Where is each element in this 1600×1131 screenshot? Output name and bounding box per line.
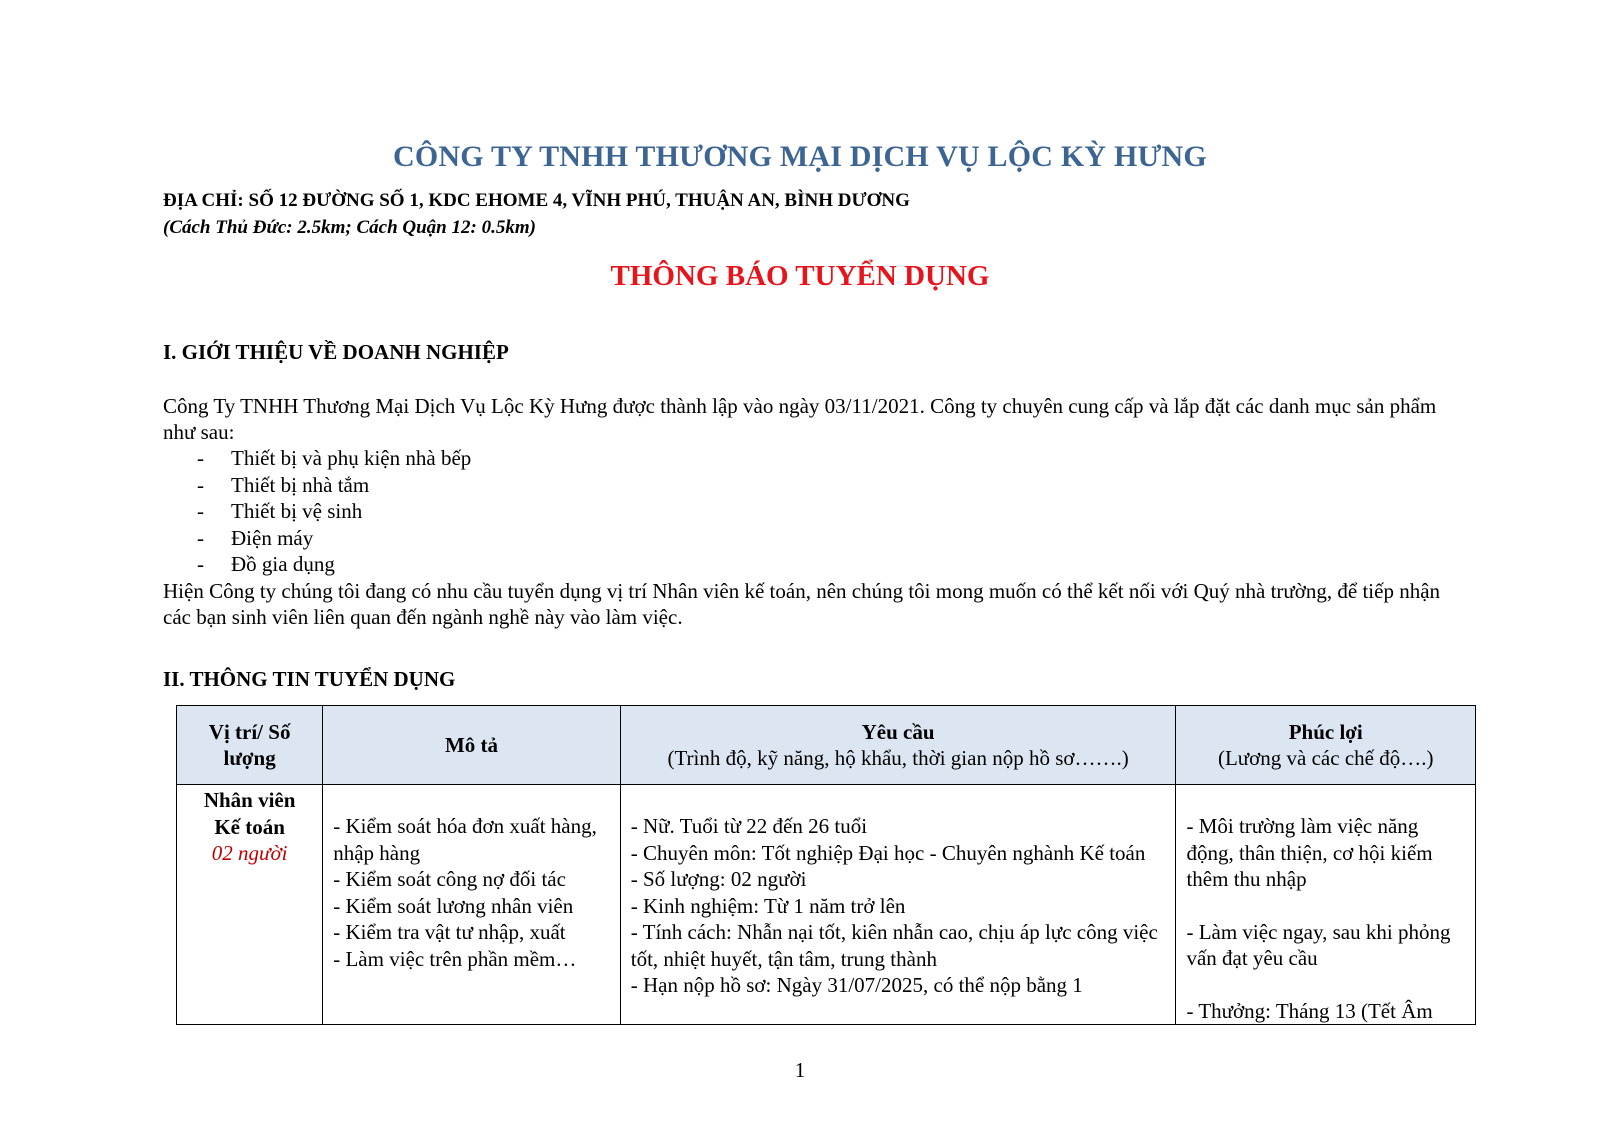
- recruitment-table: [176, 705, 1476, 1025]
- description-item: - Kiểm soát công nợ đối tác: [333, 867, 566, 891]
- header-position: Vị trí/ Số lượng: [177, 706, 323, 785]
- requirement-item: - Kinh nghiệm: Từ 1 năm trở lên: [630, 893, 906, 918]
- position-line-1: Nhân viên: [203, 788, 296, 812]
- benefits-cell: [1176, 785, 1476, 1025]
- list-item: [197, 551, 471, 578]
- header-requirements: Yêu cầu (Trình độ, kỹ năng, hộ khẩu, thời gian nộp hồ sơ…….): [620, 706, 1176, 785]
- benefit-item: - Thưởng: Tháng 13 (Tết Âm: [1186, 998, 1433, 1023]
- requirement-item: - Chuyên môn: Tốt nghiệp Đại học - Chuyên nghành Kế toán: [630, 840, 1146, 865]
- requirement-item: - Nữ. Tuổi từ 22 đến 26 tuổi: [630, 814, 868, 838]
- header-requirements-sub: (Trình độ, kỹ năng, hộ khẩu, thời gian nộp hồ sơ…….): [667, 746, 1129, 770]
- position-count: 02 người: [211, 841, 288, 865]
- list-item: [197, 472, 471, 499]
- product-list: [197, 445, 471, 578]
- list-item: [197, 498, 471, 525]
- benefit-item: - Làm việc ngay, sau khi phỏng vấn đạt yêu cầu: [1186, 919, 1451, 970]
- requirement-item: - Hạn nộp hồ sơ: Ngày 31/07/2025, có thể nộp bằng 1: [630, 973, 1083, 997]
- product-item: Đồ gia dụng: [231, 552, 335, 576]
- requirement-item: - Tính cách: Nhẫn nại tốt, kiên nhẫn cao, chịu áp lực công việc tốt, nhiệt huyết, tận tâm, trung thành: [630, 920, 1158, 971]
- description-item: - Kiểm soát lương nhân viên: [333, 893, 574, 918]
- section-intro-title: I. GIỚI THIỆU VỀ DOANH NGHIỆP: [163, 340, 509, 364]
- distance-note: (Cách Thủ Đức: 2.5km; Cách Quận 12: 0.5km): [163, 217, 536, 238]
- requirements-cell: [620, 785, 1176, 1025]
- benefit-item: - Môi trường làm việc năng động, thân thiện, cơ hội kiếm thêm thu nhập: [1186, 814, 1433, 891]
- intro-paragraph: Công Ty TNHH Thương Mại Dịch Vụ Lộc Kỳ Hưng được thành lập vào ngày 03/11/2021. Công ty chuyên cung cấp và lắp đặt các danh mục sản phẩm như sau:: [163, 394, 1437, 444]
- requirement-item: - Số lượng: 02 người: [630, 867, 807, 891]
- product-item: Thiết bị nhà tắm: [231, 472, 370, 497]
- description-cell: [323, 785, 621, 1025]
- description-item: - Kiểm tra vật tư nhập, xuất: [333, 920, 566, 944]
- header-description: Mô tả: [323, 706, 621, 785]
- section-recruit-title: II. THÔNG TIN TUYỂN DỤNG: [163, 667, 456, 691]
- product-item: Thiết bị vệ sinh: [231, 499, 363, 523]
- product-item: Thiết bị và phụ kiện nhà bếp: [231, 446, 472, 470]
- list-item: [197, 445, 471, 472]
- product-item: Điện máy: [231, 525, 314, 550]
- description-item: - Làm việc trên phần mềm…: [333, 946, 577, 971]
- header-benefits: Phúc lợi (Lương và các chế độ….): [1176, 706, 1476, 785]
- bullet-dash: -: [197, 499, 204, 523]
- description-item: - Kiểm soát hóa đơn xuất hàng, nhập hàng: [333, 814, 597, 865]
- bullet-dash: -: [197, 525, 204, 550]
- bullet-dash: -: [197, 472, 204, 497]
- company-name: CÔNG TY TNHH THƯƠNG MẠI DỊCH VỤ LỘC KỲ HƯNG: [393, 140, 1207, 173]
- bullet-dash: -: [197, 552, 204, 576]
- list-item: [197, 525, 471, 552]
- page-number: 1: [794, 1058, 806, 1082]
- notice-title: THÔNG BÁO TUYỂN DỤNG: [610, 260, 990, 292]
- closing-paragraph: Hiện Công ty chúng tôi đang có nhu cầu tuyển dụng vị trí Nhân viên kế toán, nên chúng tôi mong muốn có thể kết nối với Quý nhà trường, để tiếp nhận các bạn sinh viên liên quan đến ngành nghề này vào làm việc.: [163, 579, 1441, 629]
- position-cell: [177, 785, 323, 1025]
- company-address: ĐỊA CHỈ: SỐ 12 ĐƯỜNG SỐ 1, KDC EHOME 4, VĨNH PHÚ, THUẬN AN, BÌNH DƯƠNG: [163, 190, 910, 211]
- table-header-row: [177, 706, 1476, 785]
- table-row: [177, 785, 1476, 1025]
- header-benefits-sub: (Lương và các chế độ….): [1217, 746, 1434, 770]
- bullet-dash: -: [197, 446, 204, 470]
- position-line-2: Kế toán: [214, 814, 285, 839]
